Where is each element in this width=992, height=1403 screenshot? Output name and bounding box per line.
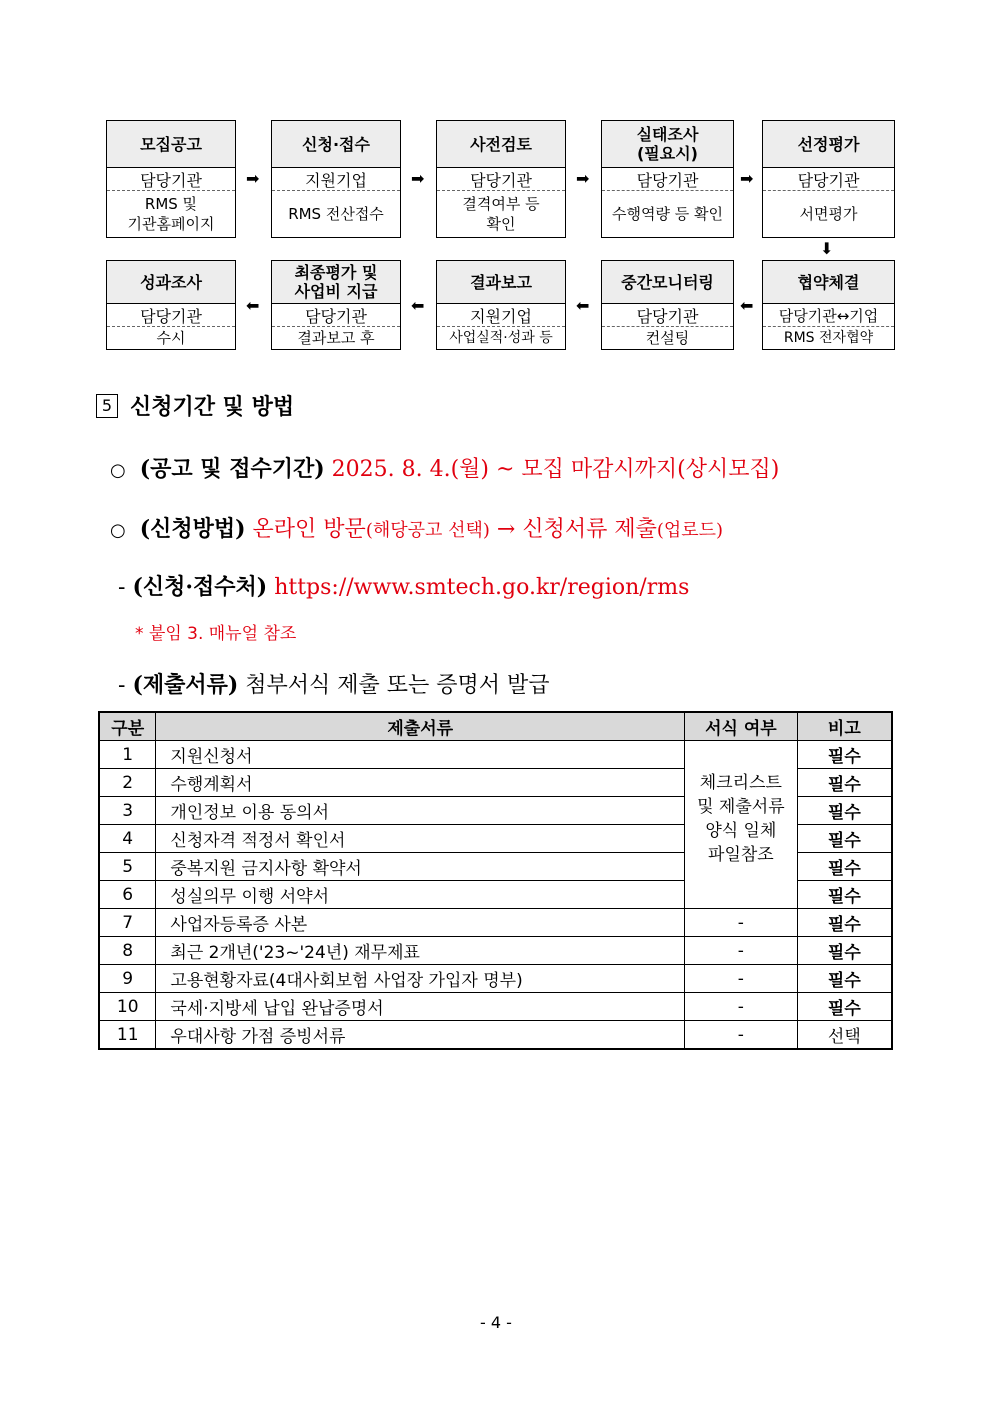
- place-url-link[interactable]: https://www.smtech.go.kr/region/rms: [274, 575, 690, 600]
- bullet: ○: [110, 520, 126, 541]
- row-doc: 최근 2개년('23~'24년) 재무제표: [156, 937, 685, 965]
- flow-step-5: [762, 120, 895, 238]
- row-doc: 신청자격 적정서 확인서: [156, 825, 685, 853]
- place-line: [118, 570, 689, 601]
- flow-step-title: 성과조사: [107, 261, 235, 304]
- manual-note: * 붙임 3. 매뉴얼 참조: [135, 624, 297, 644]
- merged-note-line: 양식 일체: [705, 821, 777, 841]
- table-row: [99, 741, 892, 769]
- row-remark: 선택: [797, 1021, 892, 1050]
- arrow-right-icon: ➡: [246, 169, 260, 188]
- flow-step-actor: 담당기관: [437, 168, 565, 191]
- flow-step-actor: 담당기관: [602, 304, 733, 327]
- flow-step-title: 모집공고: [107, 121, 235, 168]
- flow-step-title: [602, 121, 733, 168]
- method-value-d: (업로드): [656, 520, 724, 541]
- flow-step-actor: 지원기업: [437, 304, 565, 327]
- flow-step-actor: 담당기관: [107, 168, 235, 191]
- header-form: 서식 여부: [685, 712, 798, 741]
- flow-step-title: [272, 261, 400, 304]
- flow-step-6: [762, 260, 895, 350]
- row-form: -: [685, 909, 798, 937]
- docs-label: (제출서류): [132, 672, 239, 698]
- arrow-right-icon: ➡: [740, 169, 754, 188]
- row-remark: 필수: [797, 937, 892, 965]
- row-remark: 필수: [797, 853, 892, 881]
- method-line: [110, 512, 723, 543]
- row-no: 3: [99, 797, 156, 825]
- flow-step-9: [271, 260, 401, 350]
- row-no: 6: [99, 881, 156, 909]
- flow-step-10: [106, 260, 236, 350]
- flow-step-actor: 담당기관↔기업: [763, 304, 894, 327]
- flow-step-desc: 사업실적·성과 등: [449, 330, 553, 346]
- row-form: -: [685, 993, 798, 1021]
- row-remark: 필수: [797, 909, 892, 937]
- method-label: (신청방법): [139, 516, 246, 542]
- row-remark: 필수: [797, 797, 892, 825]
- flow-step-title-line2: (필요시): [636, 144, 698, 163]
- arrow-down-icon: ⬇: [820, 239, 834, 258]
- flow-step-title-line1: 실태조사: [636, 125, 699, 144]
- row-no: 4: [99, 825, 156, 853]
- flow-step-desc-line1: 결격여부 등: [462, 195, 540, 213]
- merged-form-note: [685, 741, 798, 909]
- flow-step-actor: 지원기업: [272, 168, 400, 191]
- section-title: 신청기간 및 방법: [130, 395, 295, 420]
- method-value-a: 온라인 방문: [252, 517, 366, 542]
- flow-step-title: 중간모니터링: [602, 261, 733, 304]
- flow-step-desc: 컨설팅: [645, 329, 690, 347]
- place-label: (신청·접수처): [132, 574, 268, 600]
- page-number: - 4 -: [480, 1313, 512, 1332]
- arrow-left-icon: ⬅: [740, 296, 754, 315]
- row-doc: 개인정보 이용 동의서: [156, 797, 685, 825]
- flow-step-desc: [107, 191, 235, 237]
- row-form: -: [685, 937, 798, 965]
- flow-step-desc-line2: 기관홈페이지: [127, 215, 215, 233]
- arrow-left-icon: ⬅: [576, 296, 590, 315]
- flow-step-8: [436, 260, 566, 350]
- flow-step-desc: 서면평가: [799, 205, 858, 223]
- arrow-right-icon: ➡: [576, 169, 590, 188]
- table-row: [99, 937, 892, 965]
- row-remark: 필수: [797, 741, 892, 769]
- table-row: [99, 909, 892, 937]
- documents-table: [98, 711, 893, 1050]
- row-form: -: [685, 965, 798, 993]
- flow-step-actor: 담당기관: [272, 304, 400, 327]
- row-no: 10: [99, 993, 156, 1021]
- flow-step-desc-line1: RMS 및: [144, 195, 198, 213]
- row-no: 7: [99, 909, 156, 937]
- table-header-row: [99, 712, 892, 741]
- table-row: [99, 1021, 892, 1050]
- flow-step-desc: RMS 전산접수: [288, 205, 384, 223]
- row-doc: 성실의무 이행 서약서: [156, 881, 685, 909]
- header-doc: 제출서류: [156, 712, 685, 741]
- row-doc: 수행계획서: [156, 769, 685, 797]
- flow-step-7: [601, 260, 734, 350]
- flow-step-actor: 담당기관: [107, 304, 235, 327]
- dash: -: [118, 673, 126, 698]
- row-remark: 필수: [797, 769, 892, 797]
- row-no: 1: [99, 741, 156, 769]
- row-remark: 필수: [797, 881, 892, 909]
- flow-step-desc: 결과보고 후: [297, 329, 375, 347]
- flow-step-title-line1: 최종평가 및: [294, 263, 378, 282]
- row-doc: 사업자등록증 사본: [156, 909, 685, 937]
- flow-step-title-line2: 사업비 지급: [294, 282, 378, 301]
- merged-note-line: 체크리스트: [699, 773, 782, 793]
- method-value-b: (해당공고 선택): [365, 520, 490, 541]
- table-row: [99, 965, 892, 993]
- row-remark: 필수: [797, 965, 892, 993]
- flow-step-actor: 담당기관: [602, 168, 733, 191]
- dash: -: [118, 575, 126, 600]
- header-remark: 비고: [797, 712, 892, 741]
- flow-step-1: [106, 120, 236, 238]
- flow-step-4: [601, 120, 734, 238]
- flow-step-desc-line2: 확인: [486, 215, 516, 233]
- flow-step-title: 신청·접수: [272, 121, 400, 168]
- section-number: 5: [96, 394, 118, 418]
- flow-step-3: [436, 120, 566, 238]
- flow-step-actor: 담당기관: [763, 168, 894, 191]
- flow-step-title: 사전검토: [437, 121, 565, 168]
- merged-note-line: 및 제출서류: [697, 797, 785, 817]
- flow-step-title: 협약체결: [763, 261, 894, 304]
- period-line: [110, 452, 779, 483]
- row-doc: 지원신청서: [156, 741, 685, 769]
- period-value: 2025. 8. 4.(월) ~ 모집 마감시까지(상시모집): [331, 457, 780, 482]
- row-doc: 중복지원 금지사항 확약서: [156, 853, 685, 881]
- flow-step-title: 선정평가: [763, 121, 894, 168]
- flow-step-desc: 수시: [156, 329, 186, 347]
- arrow-left-icon: ⬅: [246, 296, 260, 315]
- row-no: 5: [99, 853, 156, 881]
- row-remark: 필수: [797, 993, 892, 1021]
- flow-step-desc: 수행역량 등 확인: [612, 205, 723, 223]
- bullet: ○: [110, 460, 126, 481]
- section-heading: [96, 390, 294, 421]
- row-no: 9: [99, 965, 156, 993]
- flow-step-desc: RMS 전자협약: [783, 330, 874, 346]
- flow-step-title: 결과보고: [437, 261, 565, 304]
- row-form: -: [685, 1021, 798, 1050]
- row-no: 8: [99, 937, 156, 965]
- flow-step-2: [271, 120, 401, 238]
- row-doc: 우대사항 가점 증빙서류: [156, 1021, 685, 1050]
- merged-note-line: 파일참조: [708, 845, 774, 865]
- row-remark: 필수: [797, 825, 892, 853]
- row-no: 2: [99, 769, 156, 797]
- method-value-c: → 신청서류 제출: [496, 517, 657, 542]
- flow-step-desc: [437, 191, 565, 237]
- row-no: 11: [99, 1021, 156, 1050]
- arrow-left-icon: ⬅: [411, 296, 425, 315]
- row-doc: 국세·지방세 납입 완납증명서: [156, 993, 685, 1021]
- period-label: (공고 및 접수기간): [139, 456, 325, 482]
- docs-value: 첨부서식 제출 또는 증명서 발급: [245, 673, 550, 698]
- header-no: 구분: [99, 712, 156, 741]
- row-doc: 고용현황자료(4대사회보험 사업장 가입자 명부): [156, 965, 685, 993]
- arrow-right-icon: ➡: [411, 169, 425, 188]
- table-row: [99, 993, 892, 1021]
- docs-line: [118, 668, 550, 699]
